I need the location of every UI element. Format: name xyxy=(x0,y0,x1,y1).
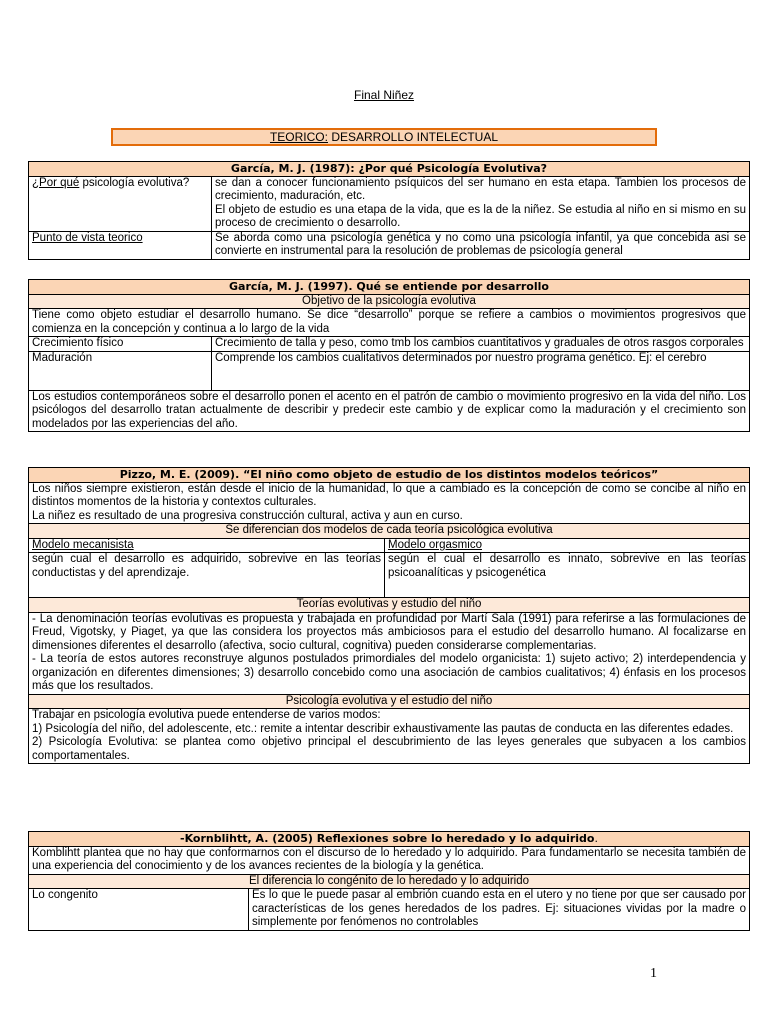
table-kornblihtt-2005 xyxy=(28,831,750,931)
table-intro: Tiene como objeto estudiar el desarrollo humano. Se dice “desarrollo” porque se refiere a cambios o movimientos progresivos que comienza en la concepción y continua a lo largo de la vida xyxy=(29,309,750,337)
model-mecanisista-text: según cual el desarrollo es adquirido, sobrevive en las teorías conductistas y del aprendizaje. xyxy=(29,553,385,598)
document-title: Final Niñez xyxy=(353,88,415,102)
model-orgasmico-label: Modelo orgasmico xyxy=(385,538,750,553)
psych-text: Trabajar en psicología evolutiva puede entenderse de varios modos: 1) Psicología del niño, del adolescente, etc.: remite a intentar describir exhaustivamente las pautas de conducta en las diferentes edades. 2) Psicología Evolutiva: se plantea como objetivo principal el descubrimiento de las leyes generales que subyacen a los cambios comportamentales. xyxy=(29,709,750,764)
table-title: Pizzo, M. E. (2009). “El niño como objeto de estudio de los distintos modelos teóricos” xyxy=(29,468,750,483)
row-label: Maduración xyxy=(29,351,212,390)
section-title: DESARROLLO INTELECTUAL xyxy=(327,130,499,144)
models-heading: Se diferencian dos modelos de cada teoría psicológica evolutiva xyxy=(29,524,750,539)
row-label: ¿Por qué psicología evolutiva? xyxy=(29,176,212,231)
model-mecanisista-label: Modelo mecanisista xyxy=(29,538,385,553)
row-label: Crecimiento físico xyxy=(29,337,212,352)
page-number: 1 xyxy=(650,966,657,981)
psych-heading: Psicología evolutiva y el estudio del niño xyxy=(29,694,750,709)
model-orgasmico-text: según el cual el desarrollo es innato, sobrevive en las teorías psicoanalíticas y psicogenética xyxy=(385,553,750,598)
row-text: se dan a conocer funcionamiento psíquicos del ser humano en esta etapa. Tambien los procesos de crecimiento, maduración, etc. El objeto de estudio es una etapa de la vida, que es la de la niñez. Se estudia al niño en si mismo en su proceso de crecimiento o desarrollo. xyxy=(212,176,750,231)
table-pizzo-2009 xyxy=(28,467,750,764)
table-closing: Los estudios contemporáneos sobre el desarrollo ponen el acento en el patrón de cambio o movimiento progresivo en la vida del niño. Los psicólogos del desarrollo tratan actualmente de describir y predecir este cambio y de explicar como la maduración y el crecimiento son modelados por las experiencias del año. xyxy=(29,390,750,432)
section-banner xyxy=(111,128,657,146)
table-title: -Kornblihtt, A. (2005) Reflexiones sobre lo heredado y lo adquirido. xyxy=(29,832,750,847)
row-text: Crecimiento de talla y peso, como tmb los cambios cuantitativos y graduales de otros rasgos corporales xyxy=(212,337,750,352)
row-text: Es lo que le puede pasar al embrión cuando esta en el utero y no tiene por que ser causado por características de los genes heredados de los padres. Ej: situaciones vividas por la madre o simplemente por fenómenos no controlables xyxy=(249,889,750,931)
section-prefix: TEORICO: xyxy=(269,130,328,144)
table-subtitle: Objetivo de la psicología evolutiva xyxy=(29,294,750,309)
row-text: Comprende los cambios cualitativos determinados por nuestro programa genético. Ej: el cerebro xyxy=(212,351,750,390)
table-subtitle: El diferencia lo congénito de lo heredado y lo adquirido xyxy=(29,874,750,889)
theories-heading: Teorías evolutivas y estudio del niño xyxy=(29,598,750,613)
table-intro: Komblihtt plantea que no hay que conformarnos con el discurso de lo heredado y lo adquirido. Para fundamentarlo se necesita también de una experiencia del conocimiento y de los avances recientes de la biología y la genética. xyxy=(29,846,750,874)
table-garcia-1987 xyxy=(28,161,750,260)
row-label: Punto de vista teorico xyxy=(29,231,212,259)
table-garcia-1997 xyxy=(28,279,750,432)
row-text: Se aborda como una psicología genética y no como una psicología infantil, ya que concebida asi se convierte en instrumental para la resolución de problemas de psicología general xyxy=(212,231,750,259)
table-title: García, M. J. (1987): ¿Por qué Psicología Evolutiva? xyxy=(29,162,750,177)
table-intro: Los niños siempre existieron, están desde el inicio de la humanidad, lo que a cambiado es la concepción de como se concibe al niño en distintos momentos de la historia y contextos culturales. La niñez es resultado de una progresiva construcción cultural, activa y aun en curso. xyxy=(29,482,750,524)
table-title: García, M. J. (1997). Qué se entiende por desarrollo xyxy=(29,280,750,295)
theories-text: - La denominación teorías evolutivas es propuesta y trabajada en profundidad por Martí Sala (1991) para referirse a las formulaciones de Freud, Vigotsky, y Piaget, ya que las considera los proyectos más ambiciosos para el estudio del desarrollo humano. Al focalizarse en dimensiones diferentes el desarrollo (afectiva, socio cultural, cognitiva) pueden considerarse complementarias. - La teoría de estos autores reconstruye algunos postulados primordiales del modelo organicista: 1) sujeto activo; 2) interdependencia y organización en diferentes dimensiones; 3) desarrollo concebido como una asociación de cambios cualitativos; 4) énfasis en los procesos más que los resultados. xyxy=(29,612,750,694)
row-label: Lo congenito xyxy=(29,889,249,931)
